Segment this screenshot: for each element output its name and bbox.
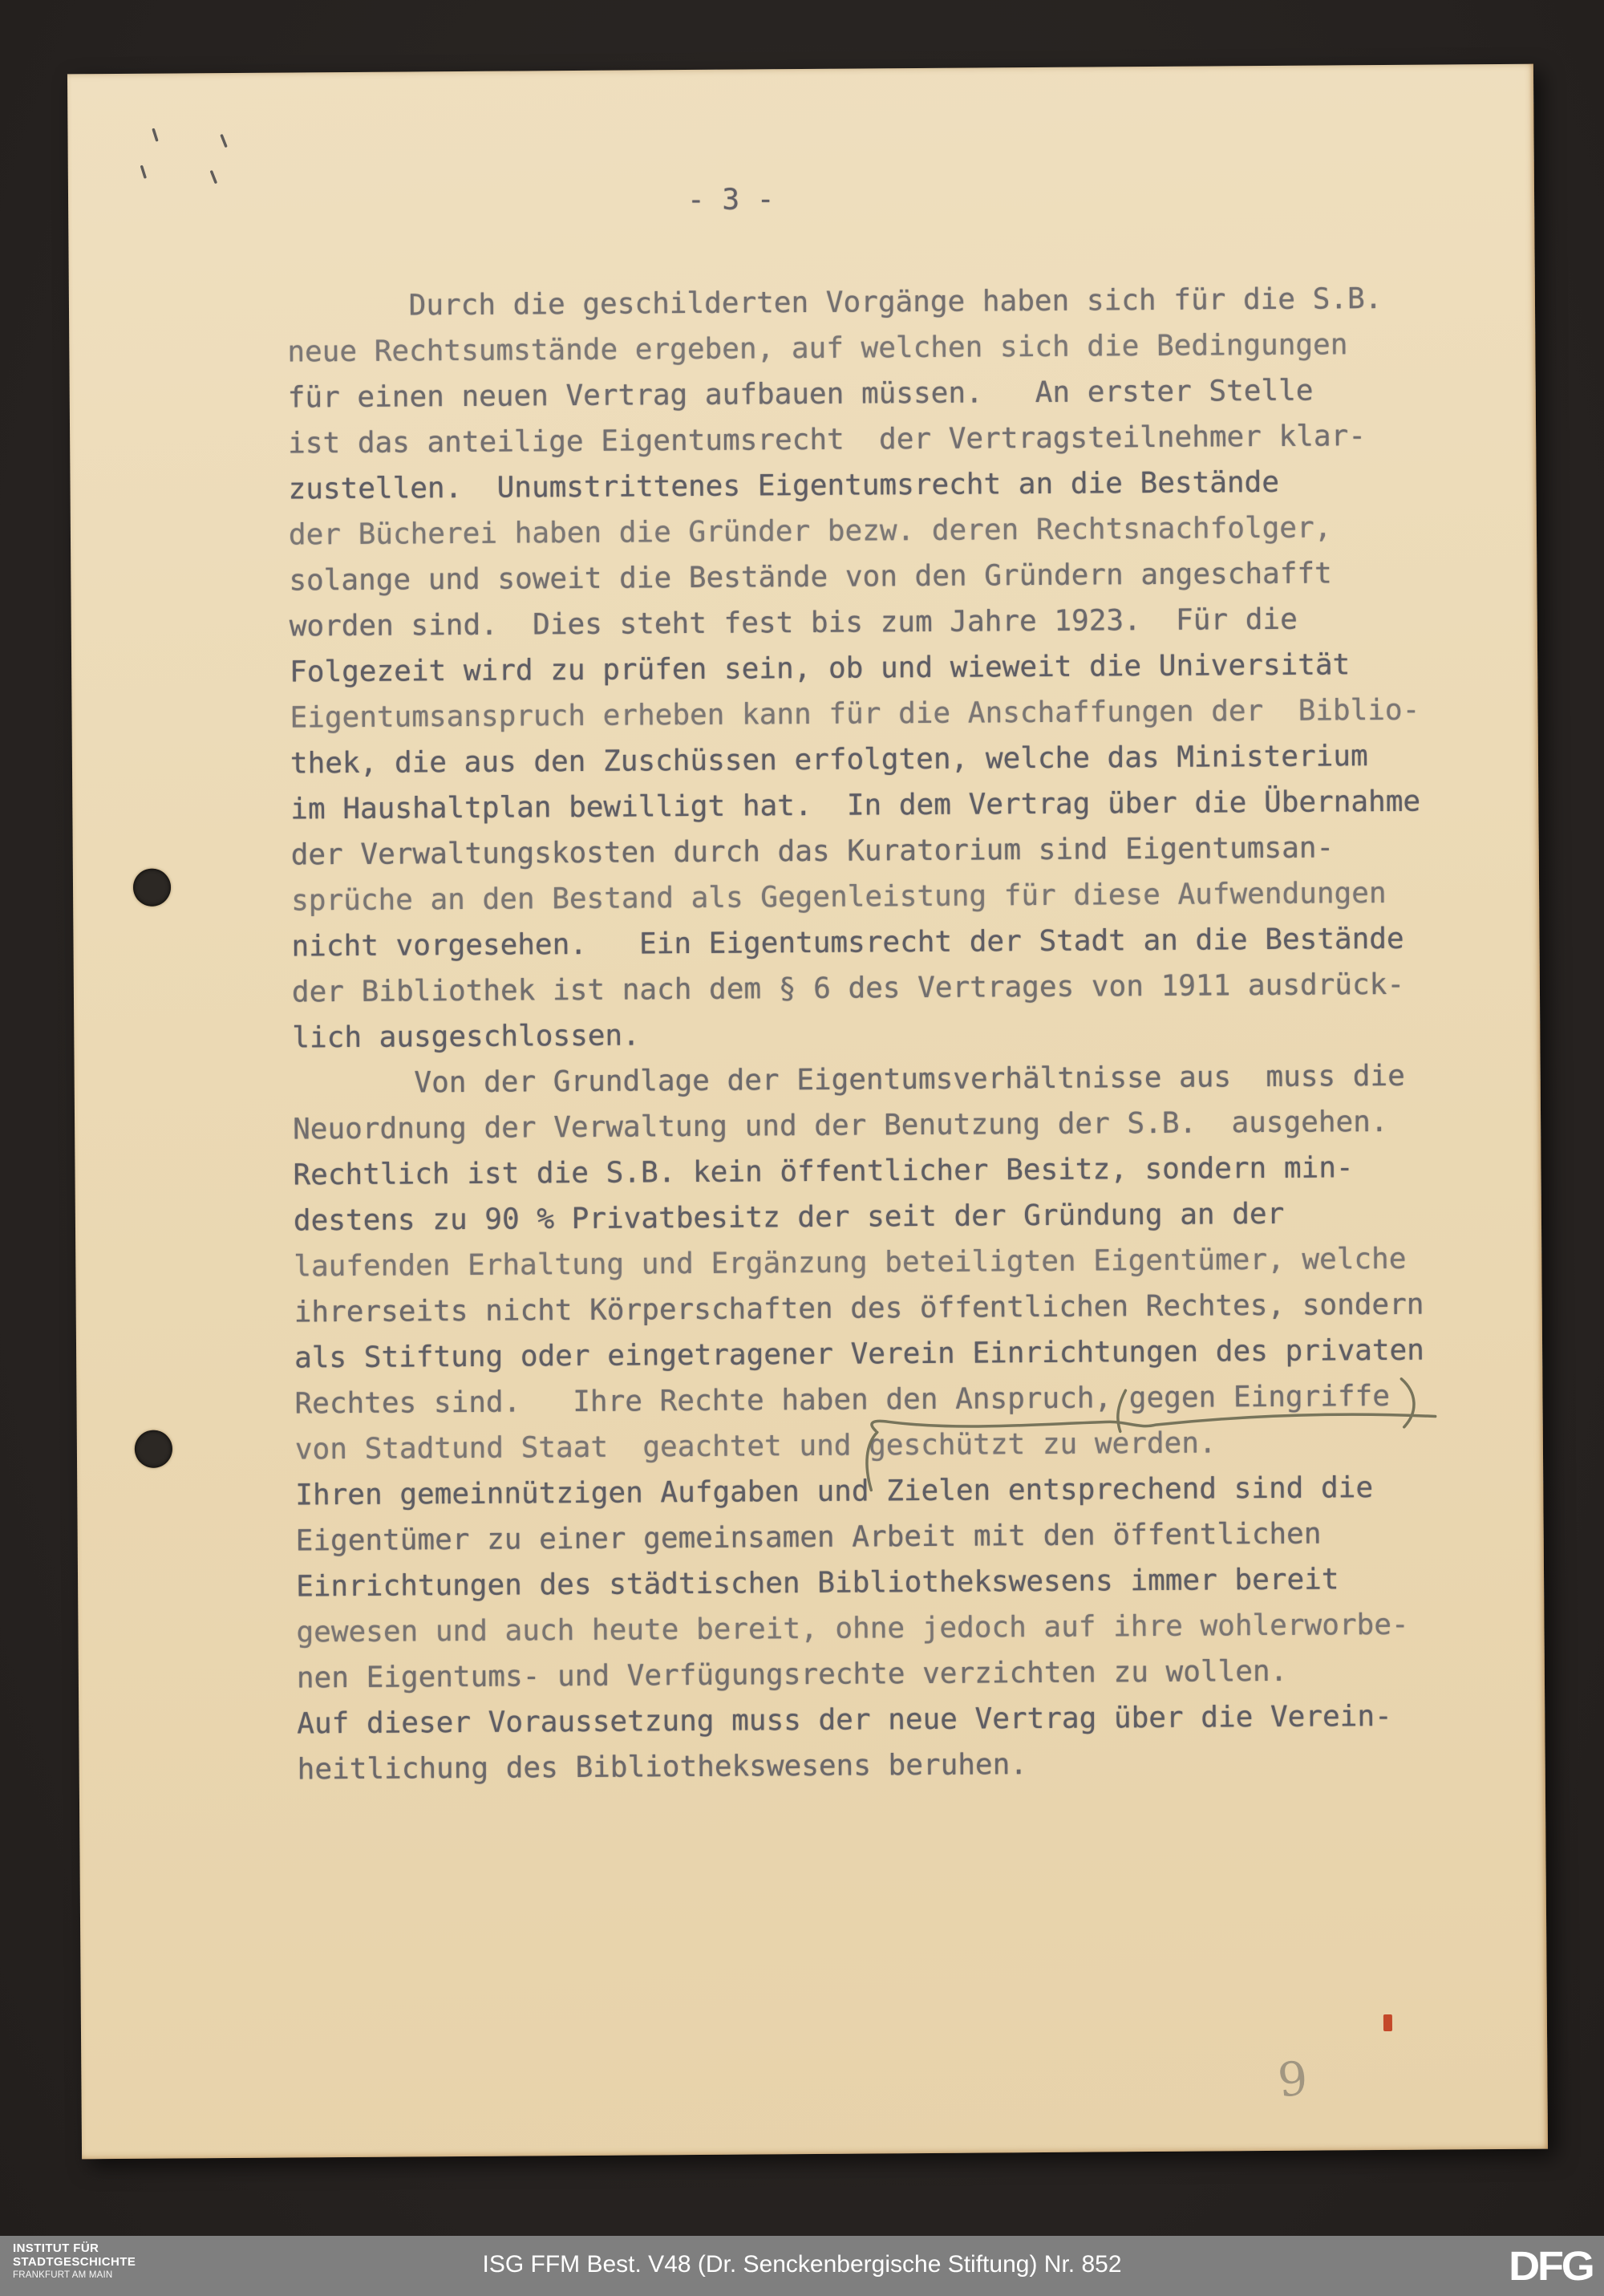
typewritten-line: laufenden Erhaltung und Ergänzung beteiligten Eigentümer, welche <box>294 1242 1407 1284</box>
institute-line: FRANKFURT AM MAIN <box>13 2270 113 2280</box>
archive-reference: ISG FFM Best. V48 (Dr. Senckenbergische Stiftung) Nr. 852 <box>482 2251 1122 2278</box>
typewritten-line: nicht vorgesehen. Ein Eigentumsrecht der Stadt an die Bestände <box>291 922 1404 963</box>
typewritten-line: von Stadtund Staat geachtet und geschützt zu werden. <box>294 1426 1217 1466</box>
institute-line: STADTGESCHICHTE <box>13 2255 136 2269</box>
typewritten-line: Folgezeit wird zu prüfen sein, ob und wieweit die Universität <box>290 648 1351 689</box>
pencil-page-number: 9 <box>1275 2051 1310 2108</box>
typewritten-line: als Stiftung oder eingetragener Verein Einrichtungen des privaten <box>294 1333 1425 1375</box>
stray-pen-ticks <box>141 129 225 183</box>
hole-punch <box>133 869 171 907</box>
institute-line: INSTITUT FÜR <box>13 2241 99 2255</box>
typewritten-text <box>287 276 1428 1793</box>
typewritten-line: Eigentümer zu einer gemeinsamen Arbeit mit den öffentlichen <box>295 1517 1322 1558</box>
footer-bar <box>0 2236 1604 2296</box>
typewritten-line: Ihren gemeinnützigen Aufgaben und Zielen entsprechend sind die <box>295 1471 1374 1512</box>
typewritten-line: neue Rechtsumstände ergeben, auf welchen sich die Bedingungen <box>287 328 1348 369</box>
red-ink-mark <box>1383 2014 1392 2031</box>
typewritten-line: worden sind. Dies steht fest bis zum Jahre 1923. Für die <box>289 602 1298 643</box>
hole-punch <box>135 1430 172 1468</box>
typewritten-line: Rechtes sind. Ihre Rechte haben den Anspruch, gegen Eingriffe <box>294 1379 1391 1421</box>
typewritten-line: Von der Grundlage der Eigentumsverhältnisse aus muss die <box>292 1059 1405 1101</box>
typewritten-line: ist das anteilige Eigentumsrecht der Vertragsteilnehmer klar- <box>288 420 1367 460</box>
typewritten-line: Auf dieser Voraussetzung muss der neue Vertrag über die Verein- <box>297 1699 1392 1741</box>
typewritten-line: Neuordnung der Verwaltung und der Benutzung der S.B. ausgehen. <box>292 1105 1388 1146</box>
typewritten-line: lich ausgeschlossen. <box>292 1019 640 1055</box>
typewritten-line: destens zu 90 % Privatbesitz der seit der Gründung an der <box>293 1197 1285 1238</box>
dfg-logo: DFG <box>1509 2243 1593 2289</box>
typewritten-line: ihrerseits nicht Körperschaften des öffentlichen Rechtes, sondern <box>294 1288 1424 1329</box>
typewritten-line: zustellen. Unumstrittenes Eigentumsrecht an die Bestände <box>288 465 1280 506</box>
typewritten-line: Rechtlich ist die S.B. kein öffentlicher Besitz, sondern min- <box>293 1151 1354 1192</box>
typewritten-line: solange und soweit die Bestände von den Gründern angeschafft <box>289 557 1332 598</box>
typewritten-line: Einrichtungen des städtischen Bibliothekswesens immer bereit <box>295 1563 1339 1604</box>
typewritten-line: gewesen und auch heute bereit, ohne jedoch auf ihre wohlerworbe- <box>296 1608 1409 1649</box>
page-number: - 3 - <box>687 183 775 217</box>
typewritten-line: im Haushaltplan bewilligt hat. In dem Vertrag über die Übernahme <box>290 785 1421 826</box>
typewritten-line: thek, die aus den Zuschüssen erfolgten, welche das Ministerium <box>290 740 1368 781</box>
typewritten-line: für einen neuen Vertrag aufbauen müssen. An erster Stelle <box>287 374 1314 415</box>
paper-sheet <box>67 64 1548 2160</box>
institute-logo <box>13 2241 136 2282</box>
typewritten-line: sprüche an den Bestand als Gegenleistung für diese Aufwendungen <box>291 876 1387 918</box>
typewritten-line: Durch die geschilderten Vorgänge haben sich für die S.B. <box>286 282 1383 323</box>
typewritten-line: heitlichung des Bibliothekswesens beruhen. <box>297 1748 1028 1787</box>
typewritten-line: der Bibliothek ist nach dem § 6 des Vertrages von 1911 ausdrück- <box>291 967 1405 1009</box>
typewritten-line: Eigentumsanspruch erheben kann für die Anschaffungen der Biblio- <box>290 693 1420 735</box>
typewritten-line: der Bücherei haben die Gründer bezw. deren Rechtsnachfolger, <box>288 511 1332 552</box>
typewritten-line: der Verwaltungskosten durch das Kuratorium sind Eigentumsan- <box>290 831 1335 872</box>
typewritten-line: nen Eigentums- und Verfügungsrechte verzichten zu wollen. <box>296 1654 1288 1695</box>
